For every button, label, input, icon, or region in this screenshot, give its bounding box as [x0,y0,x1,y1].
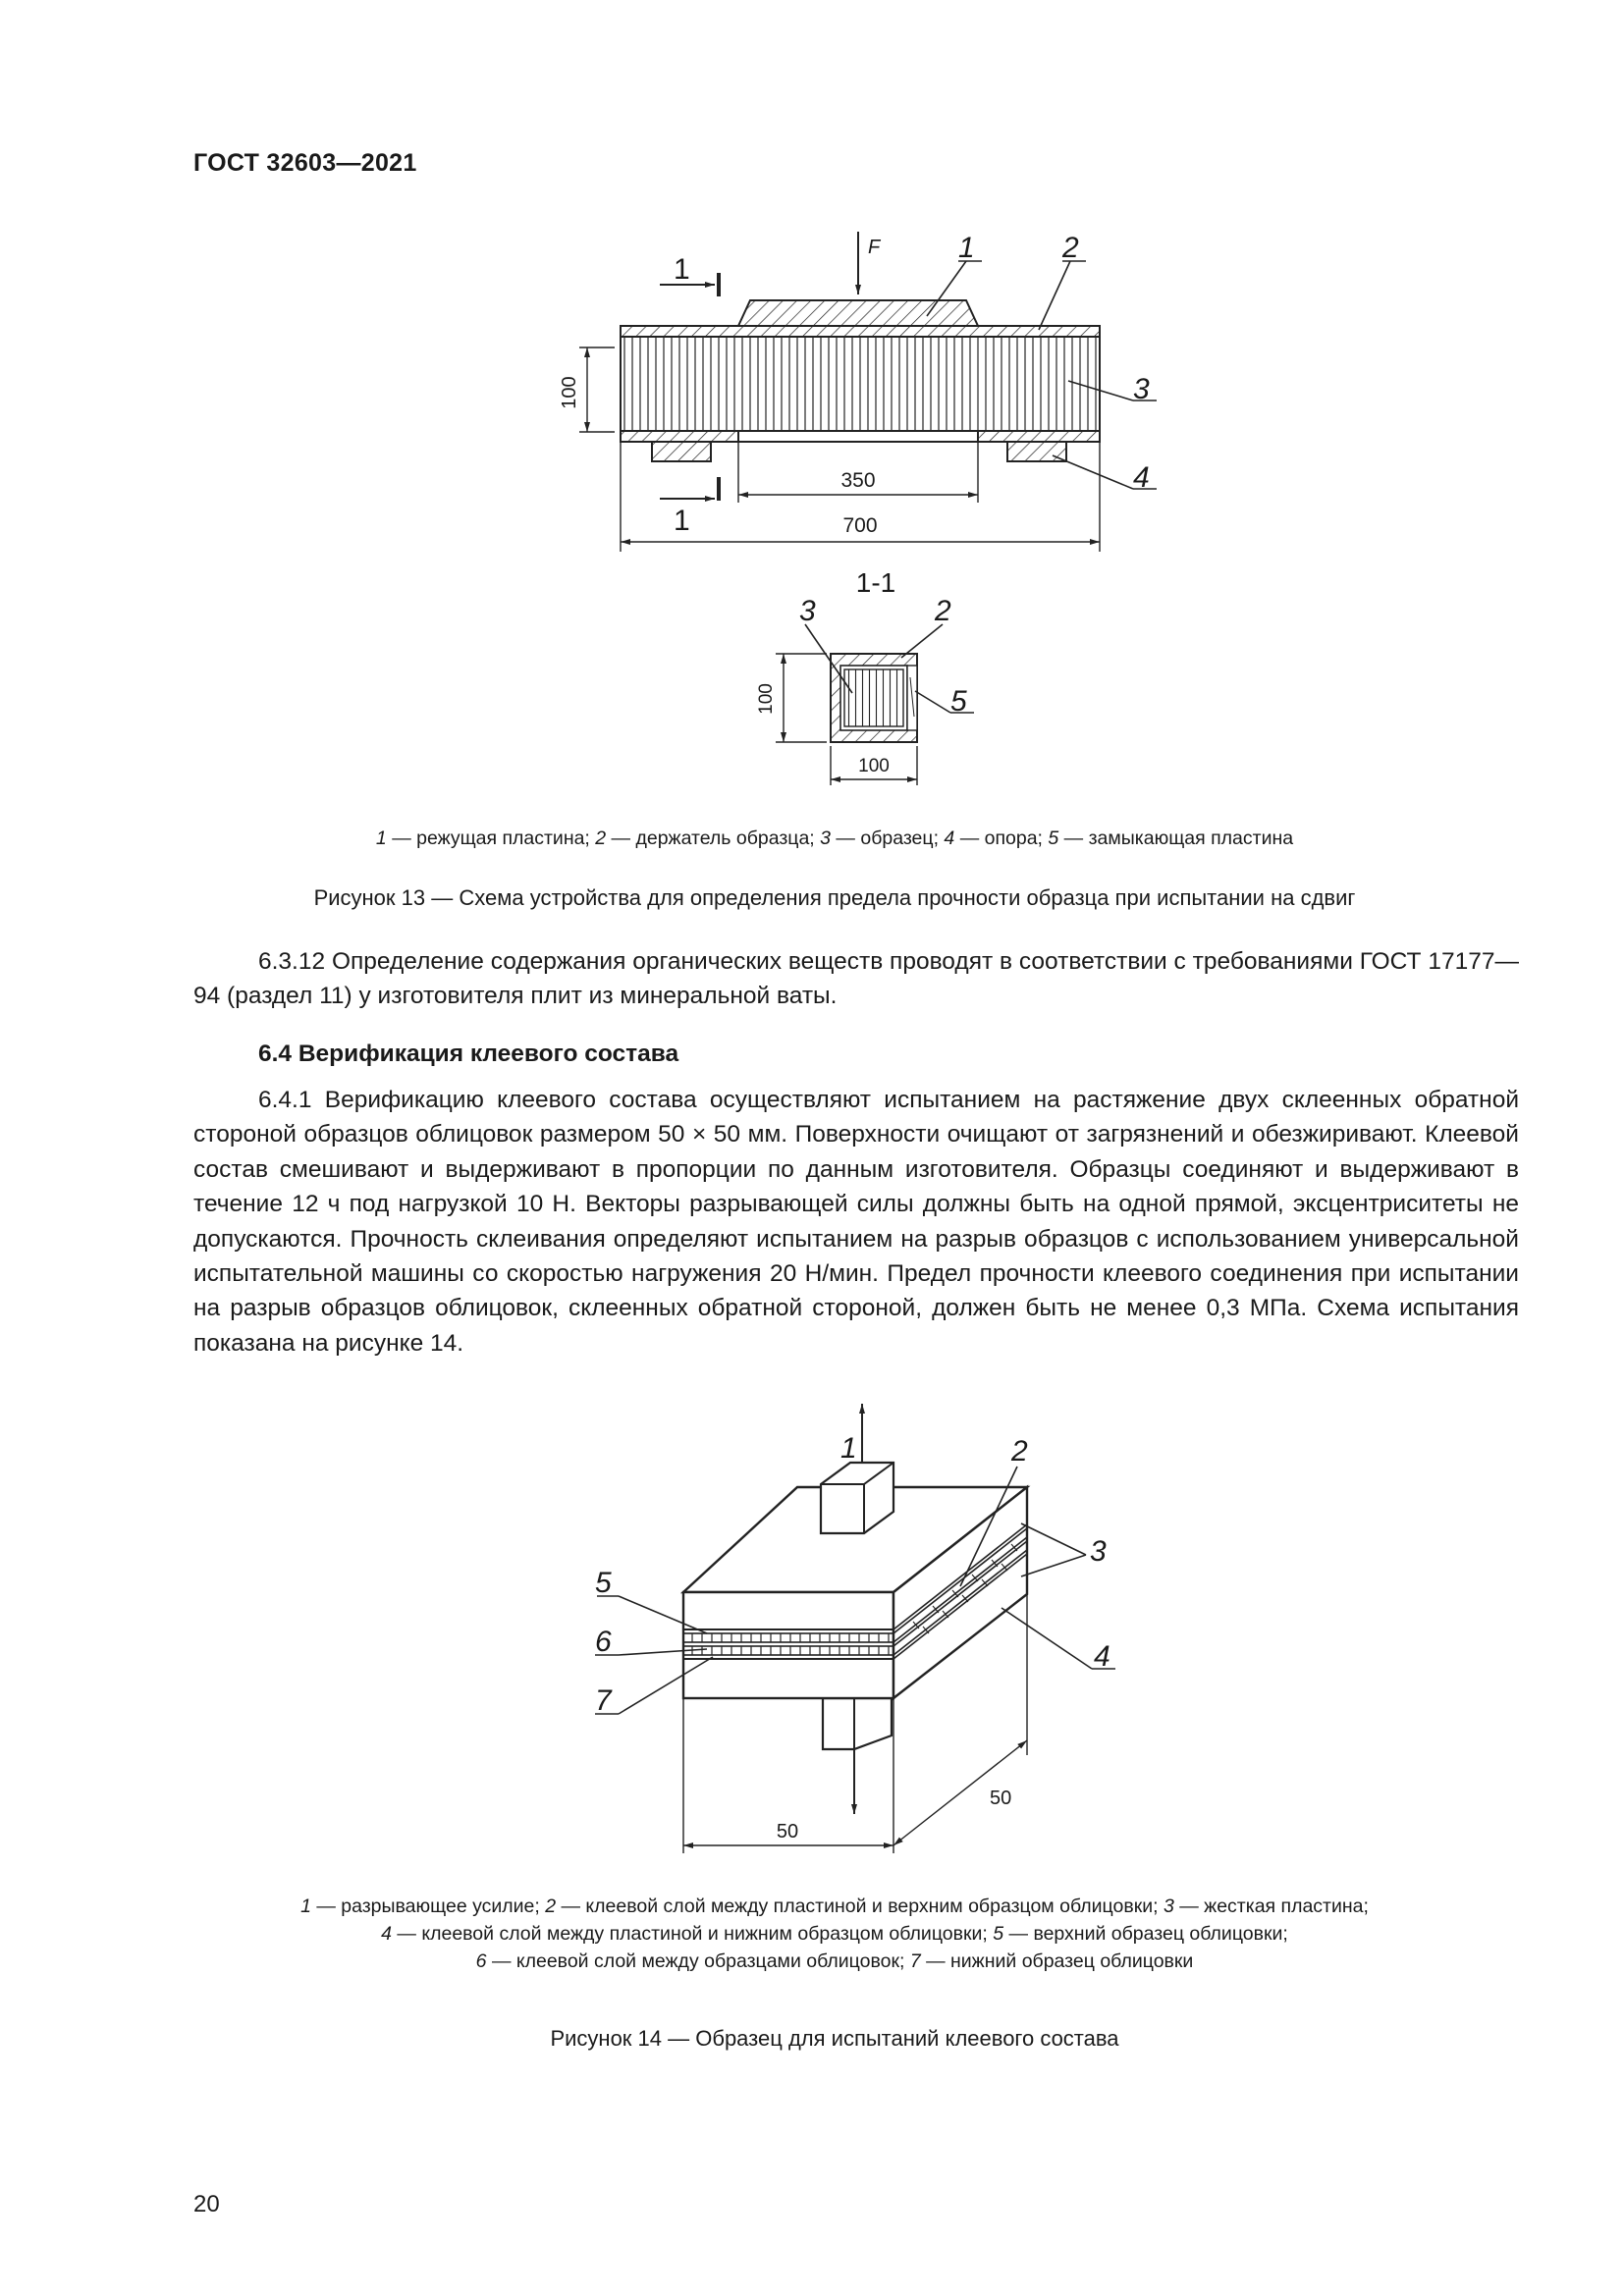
svg-text:50: 50 [776,1821,799,1842]
svg-text:3: 3 [1090,1535,1107,1568]
svg-text:7: 7 [595,1684,612,1717]
legend-item: 2 — держатель образца; [595,828,821,849]
legend-item: 1 — режущая пластина; [375,828,596,849]
paragraph-6-4-1: 6.4.1 Верификацию клеевого состава осуществляют испытанием на растяжение двух склеенных обратной стороной образцов облицовок размером 50 × 50 мм. Поверхности очищают от загрязнений и обезжиривают. Клеевой состав смешивают и выдерживают в пропорции по данным изготовителя. Образцы соединяют и выдерживают в течение 12 ч под нагрузкой 10 Н. Векторы разрывающей силы должны быть на одной прямой, эксцентриситеты не допускаются. Прочность склеивания определяют испытанием на разрыв образцов с использованием универсальной испытательной машины со скоростью нагружения 20 Н/мин. Предел прочности клеевого соединения при испытании на разрыв образцов облицовок, склеенных обратной стороной, должен быть не менее 0,3 МПа. Схема испытания показана на рисунке 14. [193,1087,1519,1357]
svg-text:4: 4 [1133,461,1150,494]
svg-text:2: 2 [935,595,951,627]
cutting-plate [738,300,978,326]
legend-line [177,1893,1492,1920]
legend-line [177,1948,1492,1975]
svg-text:100: 100 [756,683,777,715]
svg-text:50: 50 [990,1788,1012,1809]
page-number: 20 [193,2191,220,2217]
legend-item: 5 — верхний образец облицовки; [993,1923,1288,1945]
glue-layer-upper-front [683,1633,893,1642]
svg-text:2: 2 [1062,232,1079,264]
support-right [1007,442,1066,461]
svg-text:1: 1 [840,1432,857,1465]
glue-layer-lower-front [683,1646,893,1655]
section-1-1 [831,654,917,742]
legend-item: 4 — опора; [944,828,1049,849]
svg-text:100: 100 [559,376,580,409]
figure-13-legend [177,825,1492,852]
bottom-holder-right [978,431,1100,442]
legend-item: 6 — клеевой слой между образцами облицовок; [475,1950,910,1972]
svg-text:1: 1 [958,232,975,264]
document-code: ГОСТ 32603—2021 [193,149,417,177]
heading-6-4: 6.4 Верификация клеевого состава [258,1041,679,1067]
svg-text:1: 1 [674,253,690,286]
svg-text:2: 2 [1011,1435,1028,1468]
legend-line [177,1920,1492,1948]
legend-item: 3 — образец; [820,828,945,849]
figure-13-drawing [530,221,1150,776]
paragraph-6-3-12: 6.3.12 Определение содержания органических веществ проводят в соответствии с требованиями ГОСТ 17177—94 (раздел 11) у изготовителя плит из минеральной ваты. [193,948,1519,1010]
figure-13-caption: Рисунок 13 — Схема устройства для определения предела прочности образца при испытании на сдвиг [313,885,1356,910]
legend-item: 1 — разрывающее усилие; [300,1896,546,1917]
svg-text:5: 5 [950,685,967,718]
legend-item: 4 — клеевой слой между пластиной и нижним образцом облицовки; [381,1923,994,1945]
figure-14-caption: Рисунок 14 — Образец для испытаний клеевого состава [550,2026,1119,2051]
legend-item: 3 — жесткая пластина; [1163,1896,1369,1917]
legend-item: 2 — клеевой слой между пластиной и верхним образцом облицовки; [545,1896,1164,1917]
svg-text:1-1: 1-1 [855,567,896,598]
svg-text:3: 3 [799,595,816,627]
svg-text:350: 350 [840,469,876,492]
svg-text:6: 6 [595,1626,612,1658]
svg-text:1: 1 [674,505,690,537]
svg-text:F: F [868,237,881,258]
svg-text:4: 4 [1094,1640,1110,1673]
svg-text:100: 100 [858,756,890,776]
top-holder-plate [621,326,1100,337]
legend-item: 7 — нижний образец облицовки [909,1950,1194,1972]
figure-14-drawing [579,1404,1129,1860]
support-left [652,442,711,461]
legend-item: 5 — замыкающая пластина [1048,828,1294,849]
svg-text:5: 5 [595,1567,612,1599]
svg-text:700: 700 [842,514,878,537]
sample-body [621,337,1100,431]
bottom-holder-left [621,431,738,442]
figure-14-legend [177,1893,1492,1975]
svg-text:3: 3 [1133,373,1150,405]
